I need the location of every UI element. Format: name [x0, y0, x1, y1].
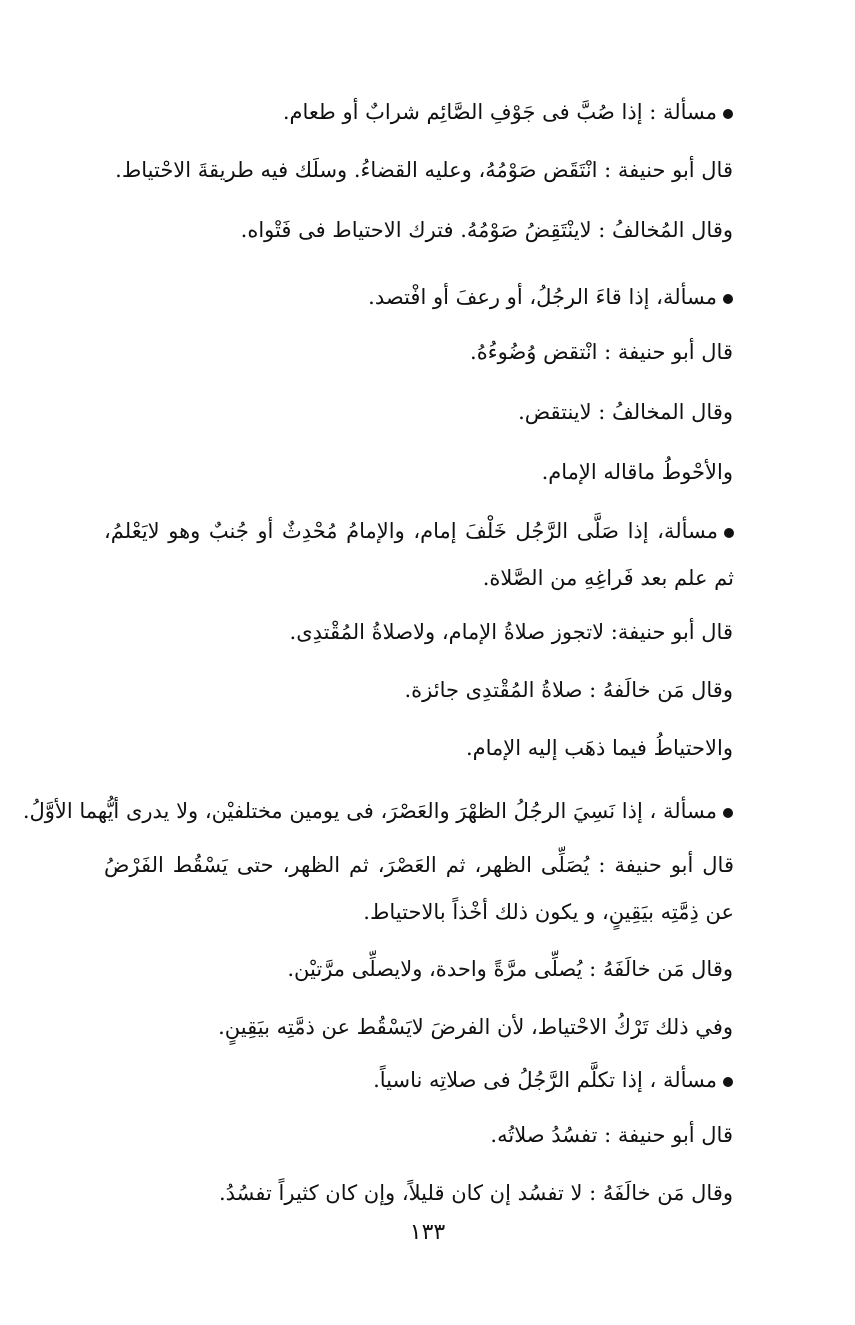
text-line: وفي ذلك تَرْكُ الاحْتياط، لأن الفرضَ لايَسْقُط عن ذمَّتِه بيَقِينٍ.	[218, 1015, 733, 1039]
text-line: وقال مَن خالَفهُ : صلاةُ المُقْتدِى جائزة.	[404, 678, 733, 702]
bullet-icon	[723, 109, 733, 119]
bullet-icon	[723, 294, 733, 304]
text-line: وقال المُخالفُ : لاينْتَقِضُ صَوْمُهُ. فترك الاحتياط فى فَتْواه.	[240, 218, 733, 242]
answer-paragraph: قال أبو حنيفة : يُصَلِّى الظهر، ثم العَصْرَ، ثم الظهر، حتى يَسْقُط الفَرْضُ عن ذِمَّتِه بيَقِينٍ، و يكون ذلك أخْذاً بالاحتياط.	[104, 853, 734, 924]
bullet-icon	[723, 808, 733, 818]
text-line: قال أبو حنيفة : تفسُدُ صلاتُه.	[490, 1123, 733, 1147]
question-line: مسألة ، إذا تكلَّم الرَّجُلُ فى صلاتِه ناسياً.	[373, 1066, 733, 1094]
text-line: وقال مَن خالَفَهُ : لا تفسُد إن كان قليلاً، وإن كان كثيراً تفسُدُ.	[218, 1181, 733, 1205]
text-line: والاحتياطُ فيما ذهَب إليه الإمام.	[465, 736, 733, 760]
bullet-icon	[724, 528, 734, 538]
text-line: والأحْوطُ ماقاله الإمام.	[541, 460, 733, 484]
text-line: قال أبو حنيفة : انْتَقَض صَوْمُهُ، وعليه القضاءُ. وسلَك فيه طريقةَ الاحْتياط.	[115, 158, 733, 182]
text-line: وقال مَن خالَفَهُ : يُصلِّى مرَّةً واحدة، ولايصلِّى مرَّتيْن.	[287, 957, 733, 981]
question-line: مسألة ، إذا نَسِيَ الرجُلُ الظهْرَ والعَصْرَ، فى يومين مختلفيْن، ولا يدرى أيُّهما الأوَّلُ.	[23, 797, 733, 825]
bullet-icon	[723, 1077, 733, 1087]
text-line: وقال المخالفُ : لاينتقض.	[518, 400, 733, 424]
question-line: مسألة : إذا صُبَّ فى جَوْفِ الصَّائِم شرابٌ أو طعام.	[283, 98, 733, 126]
question-paragraph: مسألة، إذا صَلَّى الرَّجُل خَلْفَ إمام، والإمامُ مُحْدِثٌ أو جُنبٌ وهو لايَعْلمُ، ثم علم بعد فَراغِهِ من الصَّلاة.	[104, 519, 734, 590]
page-number: ١٣٣	[409, 1220, 446, 1245]
text-line: قال أبو حنيفة : انْتقض وُضُوءُهُ.	[470, 340, 733, 364]
text-line: قال أبو حنيفة: لاتجوز صلاةُ الإمام، ولاصلاةُ المُقْتدِى.	[289, 620, 733, 644]
question-line: مسألة، إذا قاءَ الرجُلُ، أو رعفَ أو افْتصد.	[368, 283, 733, 311]
